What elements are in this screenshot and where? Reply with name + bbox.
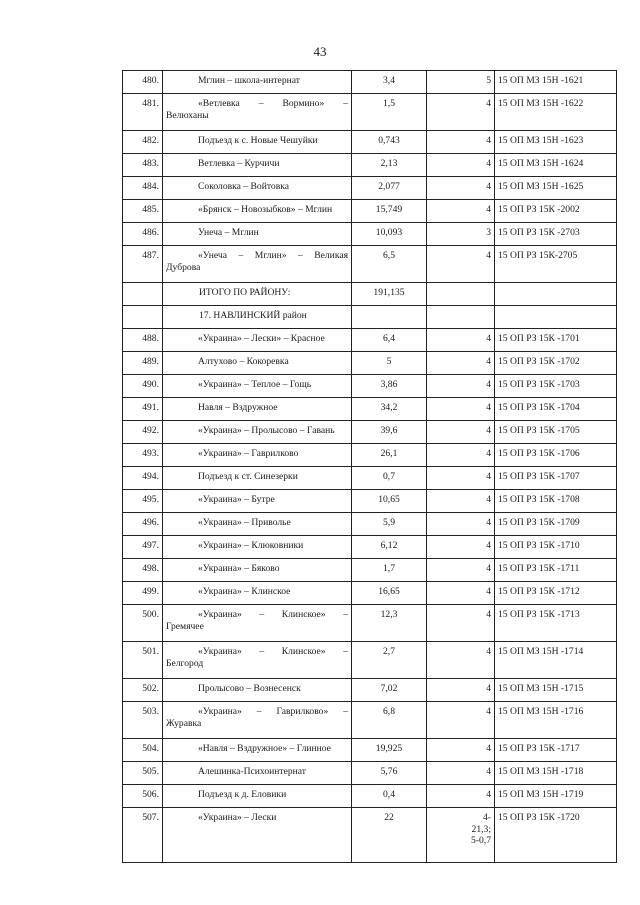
road-category-line: 5-0,7 bbox=[471, 835, 491, 846]
road-length: 6,5 bbox=[352, 246, 427, 283]
road-category-line: 21,3; bbox=[471, 823, 491, 835]
road-length: 15,749 bbox=[352, 200, 427, 223]
road-length: 6,12 bbox=[352, 536, 427, 559]
row-number: 492. bbox=[123, 421, 163, 444]
road-name-line-1 bbox=[166, 706, 348, 718]
road-name-line-1 bbox=[166, 135, 348, 147]
road-code: 15 ОП РЗ 15К-2705 bbox=[495, 246, 617, 283]
road-code: 15 ОП РЗ 15К -1706 bbox=[495, 444, 617, 467]
road-code: 15 ОП МЗ 15Н -1718 bbox=[495, 762, 617, 785]
road-name bbox=[163, 559, 352, 582]
road-name-part: Великая bbox=[314, 250, 348, 261]
road-name-part: Подъезд к ст. Синезерки bbox=[198, 471, 298, 482]
road-name-line-2: Журавка bbox=[166, 717, 202, 729]
road-category bbox=[427, 785, 495, 808]
road-name-line-1 bbox=[166, 333, 348, 345]
road-name-part: Мглин» bbox=[254, 250, 287, 261]
road-category bbox=[427, 513, 495, 536]
row-number: 495. bbox=[123, 490, 163, 513]
road-name-line-1 bbox=[166, 517, 348, 529]
road-name bbox=[163, 94, 352, 131]
road-code: 15 ОП РЗ 15К -1704 bbox=[495, 398, 617, 421]
road-name-part: Алтухово – Кокоревка bbox=[198, 356, 289, 367]
road-name-part: – bbox=[343, 98, 348, 109]
road-category-line: 4 bbox=[486, 402, 491, 413]
road-code: 15 ОП РЗ 15К -1709 bbox=[495, 513, 617, 536]
road-name-line-2: Белгород bbox=[166, 657, 204, 669]
road-code: 15 ОП РЗ 15К -1711 bbox=[495, 559, 617, 582]
section-category-cell bbox=[427, 306, 495, 329]
road-code: 15 ОП РЗ 15К -1717 bbox=[495, 739, 617, 762]
road-name-part: Мглин – школа-интернат bbox=[198, 75, 300, 86]
row-number: 485. bbox=[123, 200, 163, 223]
road-category-line: 4 bbox=[486, 683, 491, 694]
road-name bbox=[163, 808, 352, 863]
road-name bbox=[163, 398, 352, 421]
road-name-line-1 bbox=[166, 379, 348, 391]
road-length: 2,7 bbox=[352, 642, 427, 679]
section-code-cell bbox=[495, 306, 617, 329]
road-name bbox=[163, 536, 352, 559]
road-name-part: Гаврилково» bbox=[276, 706, 329, 717]
road-category bbox=[427, 177, 495, 200]
road-name-line-1 bbox=[166, 609, 348, 621]
row-number: 488. bbox=[123, 329, 163, 352]
road-name bbox=[163, 444, 352, 467]
road-name bbox=[163, 421, 352, 444]
row-number: 481. bbox=[123, 94, 163, 131]
total-no-cell bbox=[123, 283, 163, 306]
road-name-part: Ветлевка – Курчичи bbox=[198, 158, 280, 169]
road-name-part: «Украина» – Бутре bbox=[198, 494, 275, 505]
road-category-line: 4 bbox=[486, 646, 491, 657]
road-code: 15 ОП РЗ 15К -2002 bbox=[495, 200, 617, 223]
road-name-part: «Украина» bbox=[198, 646, 242, 657]
table-row bbox=[123, 642, 617, 679]
road-name-part: «Украина» – Клюковники bbox=[198, 540, 304, 551]
table-row bbox=[123, 329, 617, 352]
row-number: 499. bbox=[123, 582, 163, 605]
road-code: 15 ОП РЗ 15К -1705 bbox=[495, 421, 617, 444]
table-row bbox=[123, 679, 617, 702]
road-category-line: 4 bbox=[486, 448, 491, 459]
road-category-line: 4 bbox=[486, 706, 491, 717]
row-number: 507. bbox=[123, 808, 163, 863]
road-category bbox=[427, 329, 495, 352]
total-row bbox=[123, 283, 617, 306]
table-row bbox=[123, 582, 617, 605]
road-category bbox=[427, 582, 495, 605]
road-category bbox=[427, 605, 495, 642]
road-code: 15 ОП РЗ 15К -1702 bbox=[495, 352, 617, 375]
road-code: 15 ОП РЗ 15К -1707 bbox=[495, 467, 617, 490]
road-length: 10,65 bbox=[352, 490, 427, 513]
road-name-part: Унеча – Мглин bbox=[198, 227, 259, 238]
road-category bbox=[427, 559, 495, 582]
road-name-part: – bbox=[343, 706, 348, 717]
road-length: 22 bbox=[352, 808, 427, 863]
table-row bbox=[123, 177, 617, 200]
total-length: 191,135 bbox=[352, 283, 427, 306]
road-category-line: 4 bbox=[486, 609, 491, 620]
row-number: 491. bbox=[123, 398, 163, 421]
table-row bbox=[123, 490, 617, 513]
road-category-line: 4- bbox=[483, 812, 491, 823]
section-length-cell bbox=[352, 306, 427, 329]
road-name-line-1 bbox=[166, 563, 348, 575]
road-length: 39,6 bbox=[352, 421, 427, 444]
road-name-part: – bbox=[259, 646, 265, 657]
road-name-part: – bbox=[256, 706, 262, 717]
road-category bbox=[427, 536, 495, 559]
table-row bbox=[123, 702, 617, 739]
road-name bbox=[163, 246, 352, 283]
total-category-cell bbox=[427, 283, 495, 306]
road-category bbox=[427, 71, 495, 94]
road-code: 15 ОП МЗ 15Н -1624 bbox=[495, 154, 617, 177]
road-length: 34,2 bbox=[352, 398, 427, 421]
road-category bbox=[427, 223, 495, 246]
road-name bbox=[163, 329, 352, 352]
road-name-part: «Украина» bbox=[198, 609, 242, 620]
road-name-line-2: Дуброва bbox=[166, 261, 201, 273]
road-category-line: 4 bbox=[486, 181, 491, 192]
row-number: 500. bbox=[123, 605, 163, 642]
road-name bbox=[163, 352, 352, 375]
road-length: 5 bbox=[352, 352, 427, 375]
road-name-part: «Украина» bbox=[198, 706, 242, 717]
road-category-line: 4 bbox=[486, 540, 491, 551]
road-category-line: 4 bbox=[486, 135, 491, 146]
road-name-line-1 bbox=[166, 646, 348, 658]
row-number: 483. bbox=[123, 154, 163, 177]
section-header-row bbox=[123, 306, 617, 329]
road-name-line-1 bbox=[166, 181, 348, 193]
road-name-part: «Украина» – Лески» – Красное bbox=[198, 333, 325, 344]
road-category-line: 4 bbox=[486, 586, 491, 597]
table-body-district-17 bbox=[123, 329, 617, 863]
road-name-part: «Украина» – Клинское bbox=[198, 586, 291, 597]
road-name-part: – bbox=[343, 609, 348, 620]
road-name-part: Подъезд к с. Новые Чешуйки bbox=[198, 135, 318, 146]
road-name-line-1 bbox=[166, 204, 348, 216]
road-name bbox=[163, 785, 352, 808]
road-name-line-1 bbox=[166, 540, 348, 552]
road-name bbox=[163, 467, 352, 490]
road-name bbox=[163, 200, 352, 223]
road-length: 5,9 bbox=[352, 513, 427, 536]
total-label: ИТОГО ПО РАЙОНУ: bbox=[163, 283, 352, 306]
row-number: 480. bbox=[123, 71, 163, 94]
table-row bbox=[123, 200, 617, 223]
table-body-district-16 bbox=[123, 71, 617, 283]
road-name-part: Пролысово – Вознесенск bbox=[198, 683, 301, 694]
road-code: 15 ОП РЗ 15К -1712 bbox=[495, 582, 617, 605]
road-name bbox=[163, 582, 352, 605]
row-number: 493. bbox=[123, 444, 163, 467]
road-category-line: 4 bbox=[486, 563, 491, 574]
road-code: 15 ОП МЗ 15Н -1719 bbox=[495, 785, 617, 808]
road-category-line: 4 bbox=[486, 356, 491, 367]
road-name-part: «Ветлевка bbox=[198, 98, 240, 109]
road-name-line-1 bbox=[166, 98, 348, 110]
road-code: 15 ОП РЗ 15К -2703 bbox=[495, 223, 617, 246]
table-row bbox=[123, 421, 617, 444]
road-name-part: Алешинка-Психоинтернат bbox=[198, 766, 306, 777]
road-name-part: «Украина» – Приволье bbox=[198, 517, 291, 528]
road-code: 15 ОП МЗ 15Н -1625 bbox=[495, 177, 617, 200]
road-name bbox=[163, 177, 352, 200]
road-category-line: 4 bbox=[486, 158, 491, 169]
road-length: 2,077 bbox=[352, 177, 427, 200]
road-category-line: 4 bbox=[486, 743, 491, 754]
row-number: 504. bbox=[123, 739, 163, 762]
road-name bbox=[163, 490, 352, 513]
road-name-line-1 bbox=[166, 766, 348, 778]
table-row bbox=[123, 785, 617, 808]
road-category bbox=[427, 94, 495, 131]
road-name-part: Соколовка – Войтовка bbox=[198, 181, 290, 192]
road-category-line: 3 bbox=[486, 227, 491, 238]
road-name-line-1 bbox=[166, 250, 348, 262]
table-row bbox=[123, 536, 617, 559]
road-code: 15 ОП МЗ 15Н -1622 bbox=[495, 94, 617, 131]
road-code: 15 ОП МЗ 15Н -1716 bbox=[495, 702, 617, 739]
road-name bbox=[163, 739, 352, 762]
road-name-part: Клинское» bbox=[281, 646, 326, 657]
road-category bbox=[427, 642, 495, 679]
table-row bbox=[123, 352, 617, 375]
road-code: 15 ОП МЗ 15Н -1621 bbox=[495, 71, 617, 94]
road-name-line-1 bbox=[166, 356, 348, 368]
road-category bbox=[427, 762, 495, 785]
road-length: 0,4 bbox=[352, 785, 427, 808]
row-number: 497. bbox=[123, 536, 163, 559]
road-name-line-1 bbox=[166, 586, 348, 598]
road-name bbox=[163, 71, 352, 94]
road-category-line: 5 bbox=[486, 75, 491, 86]
row-number: 502. bbox=[123, 679, 163, 702]
road-name bbox=[163, 513, 352, 536]
total-code-cell bbox=[495, 283, 617, 306]
road-name-line-1 bbox=[166, 494, 348, 506]
table-row bbox=[123, 375, 617, 398]
table-row bbox=[123, 605, 617, 642]
road-name-part: – bbox=[258, 98, 264, 109]
road-name-line-1 bbox=[166, 75, 348, 87]
road-name-line-2: Гремячее bbox=[166, 620, 204, 632]
road-name bbox=[163, 154, 352, 177]
road-name-part: «Украина» – Лески bbox=[198, 812, 277, 823]
road-code: 15 ОП РЗ 15К -1720 bbox=[495, 808, 617, 863]
road-name-line-1 bbox=[166, 402, 348, 414]
road-name-line-1 bbox=[166, 227, 348, 239]
row-number: 503. bbox=[123, 702, 163, 739]
road-category bbox=[427, 246, 495, 283]
row-number: 494. bbox=[123, 467, 163, 490]
table-row bbox=[123, 467, 617, 490]
road-length: 3,4 bbox=[352, 71, 427, 94]
road-name-part: «Брянск – Новозыбков» – Мглин bbox=[198, 204, 333, 215]
road-name-line-1 bbox=[166, 158, 348, 170]
road-name-part: Навля – Вздружное bbox=[198, 402, 278, 413]
road-length: 1,5 bbox=[352, 94, 427, 131]
table-row bbox=[123, 71, 617, 94]
road-name-line-1 bbox=[166, 448, 348, 460]
road-name-part: Клинское» bbox=[281, 609, 326, 620]
road-name-part: – bbox=[343, 646, 348, 657]
road-category-line: 4 bbox=[486, 494, 491, 505]
road-category bbox=[427, 467, 495, 490]
road-code: 15 ОП МЗ 15Н -1714 bbox=[495, 642, 617, 679]
road-name bbox=[163, 762, 352, 785]
road-code: 15 ОП РЗ 15К -1708 bbox=[495, 490, 617, 513]
road-category bbox=[427, 421, 495, 444]
road-code: 15 ОП РЗ 15К -1710 bbox=[495, 536, 617, 559]
road-category bbox=[427, 154, 495, 177]
road-category-line: 4 bbox=[486, 517, 491, 528]
row-number: 505. bbox=[123, 762, 163, 785]
road-name-part: «Навля – Вздружное» – Глинное bbox=[198, 743, 331, 754]
table-row bbox=[123, 223, 617, 246]
road-length: 10,093 bbox=[352, 223, 427, 246]
road-category-line: 4 bbox=[486, 471, 491, 482]
road-code: 15 ОП МЗ 15Н -1715 bbox=[495, 679, 617, 702]
road-name bbox=[163, 375, 352, 398]
road-length: 19,925 bbox=[352, 739, 427, 762]
road-name bbox=[163, 702, 352, 739]
road-name-part: «Украина» – Бяково bbox=[198, 563, 280, 574]
road-name-line-2: Велюханы bbox=[166, 109, 209, 121]
road-category bbox=[427, 490, 495, 513]
road-length: 2,13 bbox=[352, 154, 427, 177]
table-body-summary bbox=[123, 283, 617, 329]
road-length: 7,02 bbox=[352, 679, 427, 702]
row-number: 487. bbox=[123, 246, 163, 283]
road-name-line-1 bbox=[166, 743, 348, 755]
road-category bbox=[427, 352, 495, 375]
row-number: 489. bbox=[123, 352, 163, 375]
row-number: 496. bbox=[123, 513, 163, 536]
road-name-part: – bbox=[297, 250, 303, 261]
roads-table bbox=[122, 70, 617, 863]
table-row bbox=[123, 762, 617, 785]
table-row bbox=[123, 246, 617, 283]
road-length: 26,1 bbox=[352, 444, 427, 467]
road-length: 1,7 bbox=[352, 559, 427, 582]
table-row bbox=[123, 739, 617, 762]
table-row bbox=[123, 513, 617, 536]
table-row bbox=[123, 444, 617, 467]
road-name-line-1 bbox=[166, 789, 348, 801]
road-length: 12,3 bbox=[352, 605, 427, 642]
road-name bbox=[163, 223, 352, 246]
road-name-line-1 bbox=[166, 425, 348, 437]
road-name-line-1 bbox=[166, 471, 348, 483]
road-category-line: 4 bbox=[486, 333, 491, 344]
row-number: 486. bbox=[123, 223, 163, 246]
road-category bbox=[427, 200, 495, 223]
road-category-line: 4 bbox=[486, 98, 491, 109]
road-category bbox=[427, 398, 495, 421]
road-name bbox=[163, 679, 352, 702]
row-number: 498. bbox=[123, 559, 163, 582]
road-name-line-1 bbox=[166, 812, 348, 824]
table-row bbox=[123, 154, 617, 177]
road-category bbox=[427, 375, 495, 398]
road-category-line: 4 bbox=[486, 250, 491, 261]
road-category-line: 4 bbox=[486, 425, 491, 436]
row-number: 501. bbox=[123, 642, 163, 679]
road-length: 0,743 bbox=[352, 131, 427, 154]
road-code: 15 ОП МЗ 15Н -1623 bbox=[495, 131, 617, 154]
road-category bbox=[427, 702, 495, 739]
road-name-part: – bbox=[259, 609, 265, 620]
road-code: 15 ОП РЗ 15К -1703 bbox=[495, 375, 617, 398]
road-category bbox=[427, 739, 495, 762]
road-name-part: Вормино» bbox=[282, 98, 325, 109]
road-name bbox=[163, 642, 352, 679]
section-no-cell bbox=[123, 306, 163, 329]
road-code: 15 ОП РЗ 15К -1713 bbox=[495, 605, 617, 642]
road-name-part: «Унеча bbox=[198, 250, 227, 261]
road-name-part: Подъезд к д. Еловики bbox=[198, 789, 287, 800]
table-row bbox=[123, 131, 617, 154]
road-category-line: 4 bbox=[486, 766, 491, 777]
road-category bbox=[427, 131, 495, 154]
road-name-part: «Украина» – Теплое – Гощь bbox=[198, 379, 312, 390]
row-number: 506. bbox=[123, 785, 163, 808]
road-category bbox=[427, 808, 495, 863]
road-category-line: 4 bbox=[486, 204, 491, 215]
road-category bbox=[427, 444, 495, 467]
road-category-line: 4 bbox=[486, 379, 491, 390]
road-name-line-1 bbox=[166, 683, 348, 695]
page-number: 43 bbox=[313, 44, 327, 59]
road-category-line: 4 bbox=[486, 789, 491, 800]
table-row bbox=[123, 808, 617, 863]
table-row bbox=[123, 94, 617, 131]
road-name bbox=[163, 131, 352, 154]
row-number: 490. bbox=[123, 375, 163, 398]
road-name-part: – bbox=[238, 250, 244, 261]
road-name-part: «Украина» – Гаврилково bbox=[198, 448, 299, 459]
road-name-part: «Украина» – Пролысово – Гавань bbox=[198, 425, 335, 436]
road-length: 5,76 bbox=[352, 762, 427, 785]
road-category bbox=[427, 679, 495, 702]
row-number: 482. bbox=[123, 131, 163, 154]
section-title: 17. НАВЛИНСКИЙ район bbox=[163, 306, 352, 329]
road-length: 16,65 bbox=[352, 582, 427, 605]
road-length: 0,7 bbox=[352, 467, 427, 490]
table-row bbox=[123, 559, 617, 582]
road-name bbox=[163, 605, 352, 642]
row-number: 484. bbox=[123, 177, 163, 200]
road-length: 6,4 bbox=[352, 329, 427, 352]
table-row bbox=[123, 398, 617, 421]
road-length: 6,8 bbox=[352, 702, 427, 739]
road-length: 3,86 bbox=[352, 375, 427, 398]
road-code: 15 ОП РЗ 15К -1701 bbox=[495, 329, 617, 352]
